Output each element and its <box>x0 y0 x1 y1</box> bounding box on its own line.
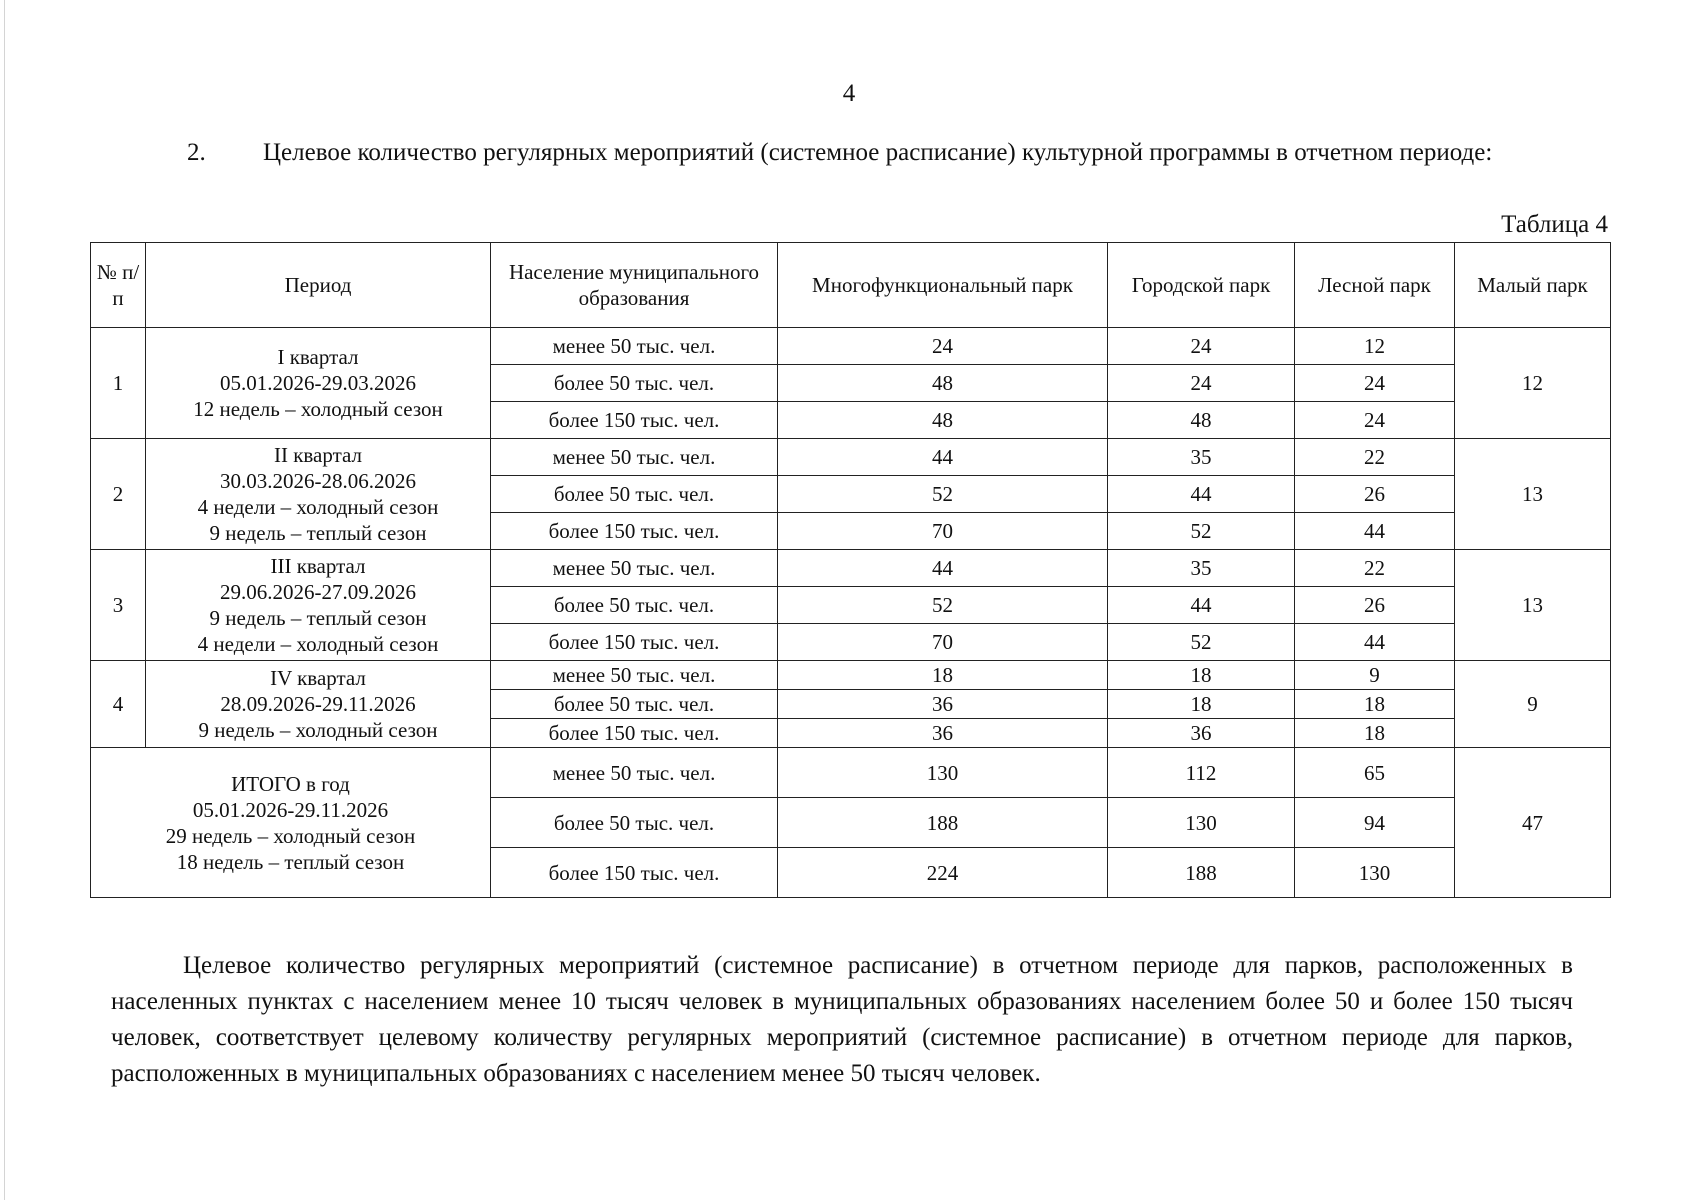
period-line: 29 недель – холодный сезон <box>165 823 416 848</box>
period-line: 05.01.2026-29.03.2026 <box>220 371 416 395</box>
forest-park-value: 18 <box>1295 690 1455 719</box>
city-park-value: 188 <box>1108 848 1295 898</box>
forest-park-value: 24 <box>1295 402 1455 439</box>
header-num: № п/п <box>91 243 146 328</box>
period-line: 9 недель – холодный сезон <box>198 718 438 742</box>
multifunctional-park-value: 48 <box>778 365 1108 402</box>
city-park-value: 52 <box>1108 624 1295 661</box>
table-row <box>91 328 1611 365</box>
multifunctional-park-value: 188 <box>778 798 1108 848</box>
small-park-value: 9 <box>1455 661 1611 748</box>
population-cell: более 50 тыс. чел. <box>491 365 778 402</box>
period-line: 28.09.2026-29.11.2026 <box>220 692 416 716</box>
table-row <box>91 661 1611 690</box>
population-cell: менее 50 тыс. чел. <box>491 328 778 365</box>
small-park-value: 12 <box>1455 328 1611 439</box>
small-park-value: 47 <box>1455 748 1611 898</box>
small-park-value: 13 <box>1455 439 1611 550</box>
row-number: 3 <box>91 550 146 661</box>
table-row <box>91 748 1611 798</box>
multifunctional-park-value: 44 <box>778 439 1108 476</box>
header-small-park: Малый парк <box>1455 243 1611 328</box>
population-cell: менее 50 тыс. чел. <box>491 661 778 690</box>
city-park-value: 35 <box>1108 439 1295 476</box>
period-line: 4 недели – холодный сезон <box>197 632 439 656</box>
multifunctional-park-value: 24 <box>778 328 1108 365</box>
period-cell <box>146 550 491 661</box>
population-cell: более 150 тыс. чел. <box>491 848 778 898</box>
population-cell: более 50 тыс. чел. <box>491 690 778 719</box>
multifunctional-park-value: 48 <box>778 402 1108 439</box>
header-population: Население муниципального образования <box>491 243 778 328</box>
multifunctional-park-value: 130 <box>778 748 1108 798</box>
period-cell <box>146 661 491 748</box>
period-line: 30.03.2026-28.06.2026 <box>220 469 416 493</box>
multifunctional-park-value: 70 <box>778 513 1108 550</box>
population-cell: более 50 тыс. чел. <box>491 587 778 624</box>
multifunctional-park-value: 44 <box>778 550 1108 587</box>
outro-text: Целевое количество регулярных мероприятий (системное расписание) в отчетном периоде для парков, расположенных в населенных пунктах с населением менее 10 тысяч человек в муниципальных образованиях населением более 50 и более 150 тысяч человек, соответствует целевому количеству регулярных мероприятий (системное расписание) в отчетном периоде для парков, расположенных в муниципальных образованиях с населением менее 50 тысяч человек. <box>111 952 1573 1087</box>
events-table <box>90 242 1611 898</box>
period-cell <box>146 328 491 439</box>
period-line: 4 недели – холодный сезон <box>197 495 439 519</box>
city-park-value: 44 <box>1108 587 1295 624</box>
population-cell: менее 50 тыс. чел. <box>491 748 778 798</box>
header-multifunctional-park: Многофункциональный парк <box>778 243 1108 328</box>
population-cell: менее 50 тыс. чел. <box>491 550 778 587</box>
forest-park-value: 18 <box>1295 719 1455 748</box>
forest-park-value: 12 <box>1295 328 1455 365</box>
city-park-value: 18 <box>1108 690 1295 719</box>
forest-park-value: 26 <box>1295 476 1455 513</box>
forest-park-value: 94 <box>1295 798 1455 848</box>
period-line: 29.06.2026-27.09.2026 <box>220 580 416 604</box>
forest-park-value: 22 <box>1295 550 1455 587</box>
header-forest-park: Лесной парк <box>1295 243 1455 328</box>
multifunctional-park-value: 18 <box>778 661 1108 690</box>
population-cell: менее 50 тыс. чел. <box>491 439 778 476</box>
page-edge <box>4 0 5 1200</box>
city-park-value: 36 <box>1108 719 1295 748</box>
city-park-value: 24 <box>1108 328 1295 365</box>
period-line: II квартал <box>273 443 363 467</box>
period-line: III квартал <box>270 554 366 578</box>
forest-park-value: 130 <box>1295 848 1455 898</box>
forest-park-value: 44 <box>1295 513 1455 550</box>
multifunctional-park-value: 52 <box>778 587 1108 624</box>
period-line: 12 недель – холодный сезон <box>193 397 443 421</box>
period-line: IV квартал <box>270 666 366 690</box>
forest-park-value: 44 <box>1295 624 1455 661</box>
period-line: 18 недель – теплый сезон <box>176 849 405 874</box>
forest-park-value: 22 <box>1295 439 1455 476</box>
population-cell: более 50 тыс. чел. <box>491 476 778 513</box>
table-caption: Таблица 4 <box>1501 211 1608 238</box>
period-line: 05.01.2026-29.11.2026 <box>192 797 389 822</box>
population-cell: более 150 тыс. чел. <box>491 624 778 661</box>
forest-park-value: 24 <box>1295 365 1455 402</box>
intro-paragraph <box>117 136 1607 170</box>
city-park-value: 112 <box>1108 748 1295 798</box>
table-row <box>91 550 1611 587</box>
multifunctional-park-value: 52 <box>778 476 1108 513</box>
period-line: 9 недель – теплый сезон <box>209 521 427 545</box>
city-park-value: 130 <box>1108 798 1295 848</box>
total-period-cell <box>91 748 491 898</box>
city-park-value: 24 <box>1108 365 1295 402</box>
header-city-park: Городской парк <box>1108 243 1295 328</box>
outro-paragraph <box>111 948 1573 1092</box>
small-park-value: 13 <box>1455 550 1611 661</box>
page-number: 4 <box>842 80 856 107</box>
population-cell: более 50 тыс. чел. <box>491 798 778 848</box>
period-line: 9 недель – теплый сезон <box>209 606 427 630</box>
period-line: I квартал <box>277 345 359 369</box>
row-number: 2 <box>91 439 146 550</box>
row-number: 4 <box>91 661 146 748</box>
city-park-value: 48 <box>1108 402 1295 439</box>
table-header-row <box>91 243 1611 328</box>
population-cell: более 150 тыс. чел. <box>491 402 778 439</box>
city-park-value: 52 <box>1108 513 1295 550</box>
population-cell: более 150 тыс. чел. <box>491 513 778 550</box>
row-number: 1 <box>91 328 146 439</box>
intro-item-number: 2. <box>187 139 206 166</box>
forest-park-value: 65 <box>1295 748 1455 798</box>
population-cell: более 150 тыс. чел. <box>491 719 778 748</box>
multifunctional-park-value: 36 <box>778 719 1108 748</box>
table-row <box>91 439 1611 476</box>
period-line: ИТОГО в год <box>231 771 350 796</box>
multifunctional-park-value: 70 <box>778 624 1108 661</box>
period-cell <box>146 439 491 550</box>
intro-text: Целевое количество регулярных мероприятий (системное расписание) культурной программы в отчетном периоде: <box>263 139 1493 166</box>
city-park-value: 44 <box>1108 476 1295 513</box>
multifunctional-park-value: 36 <box>778 690 1108 719</box>
header-period: Период <box>146 243 491 328</box>
forest-park-value: 26 <box>1295 587 1455 624</box>
multifunctional-park-value: 224 <box>778 848 1108 898</box>
city-park-value: 35 <box>1108 550 1295 587</box>
forest-park-value: 9 <box>1295 661 1455 690</box>
city-park-value: 18 <box>1108 661 1295 690</box>
